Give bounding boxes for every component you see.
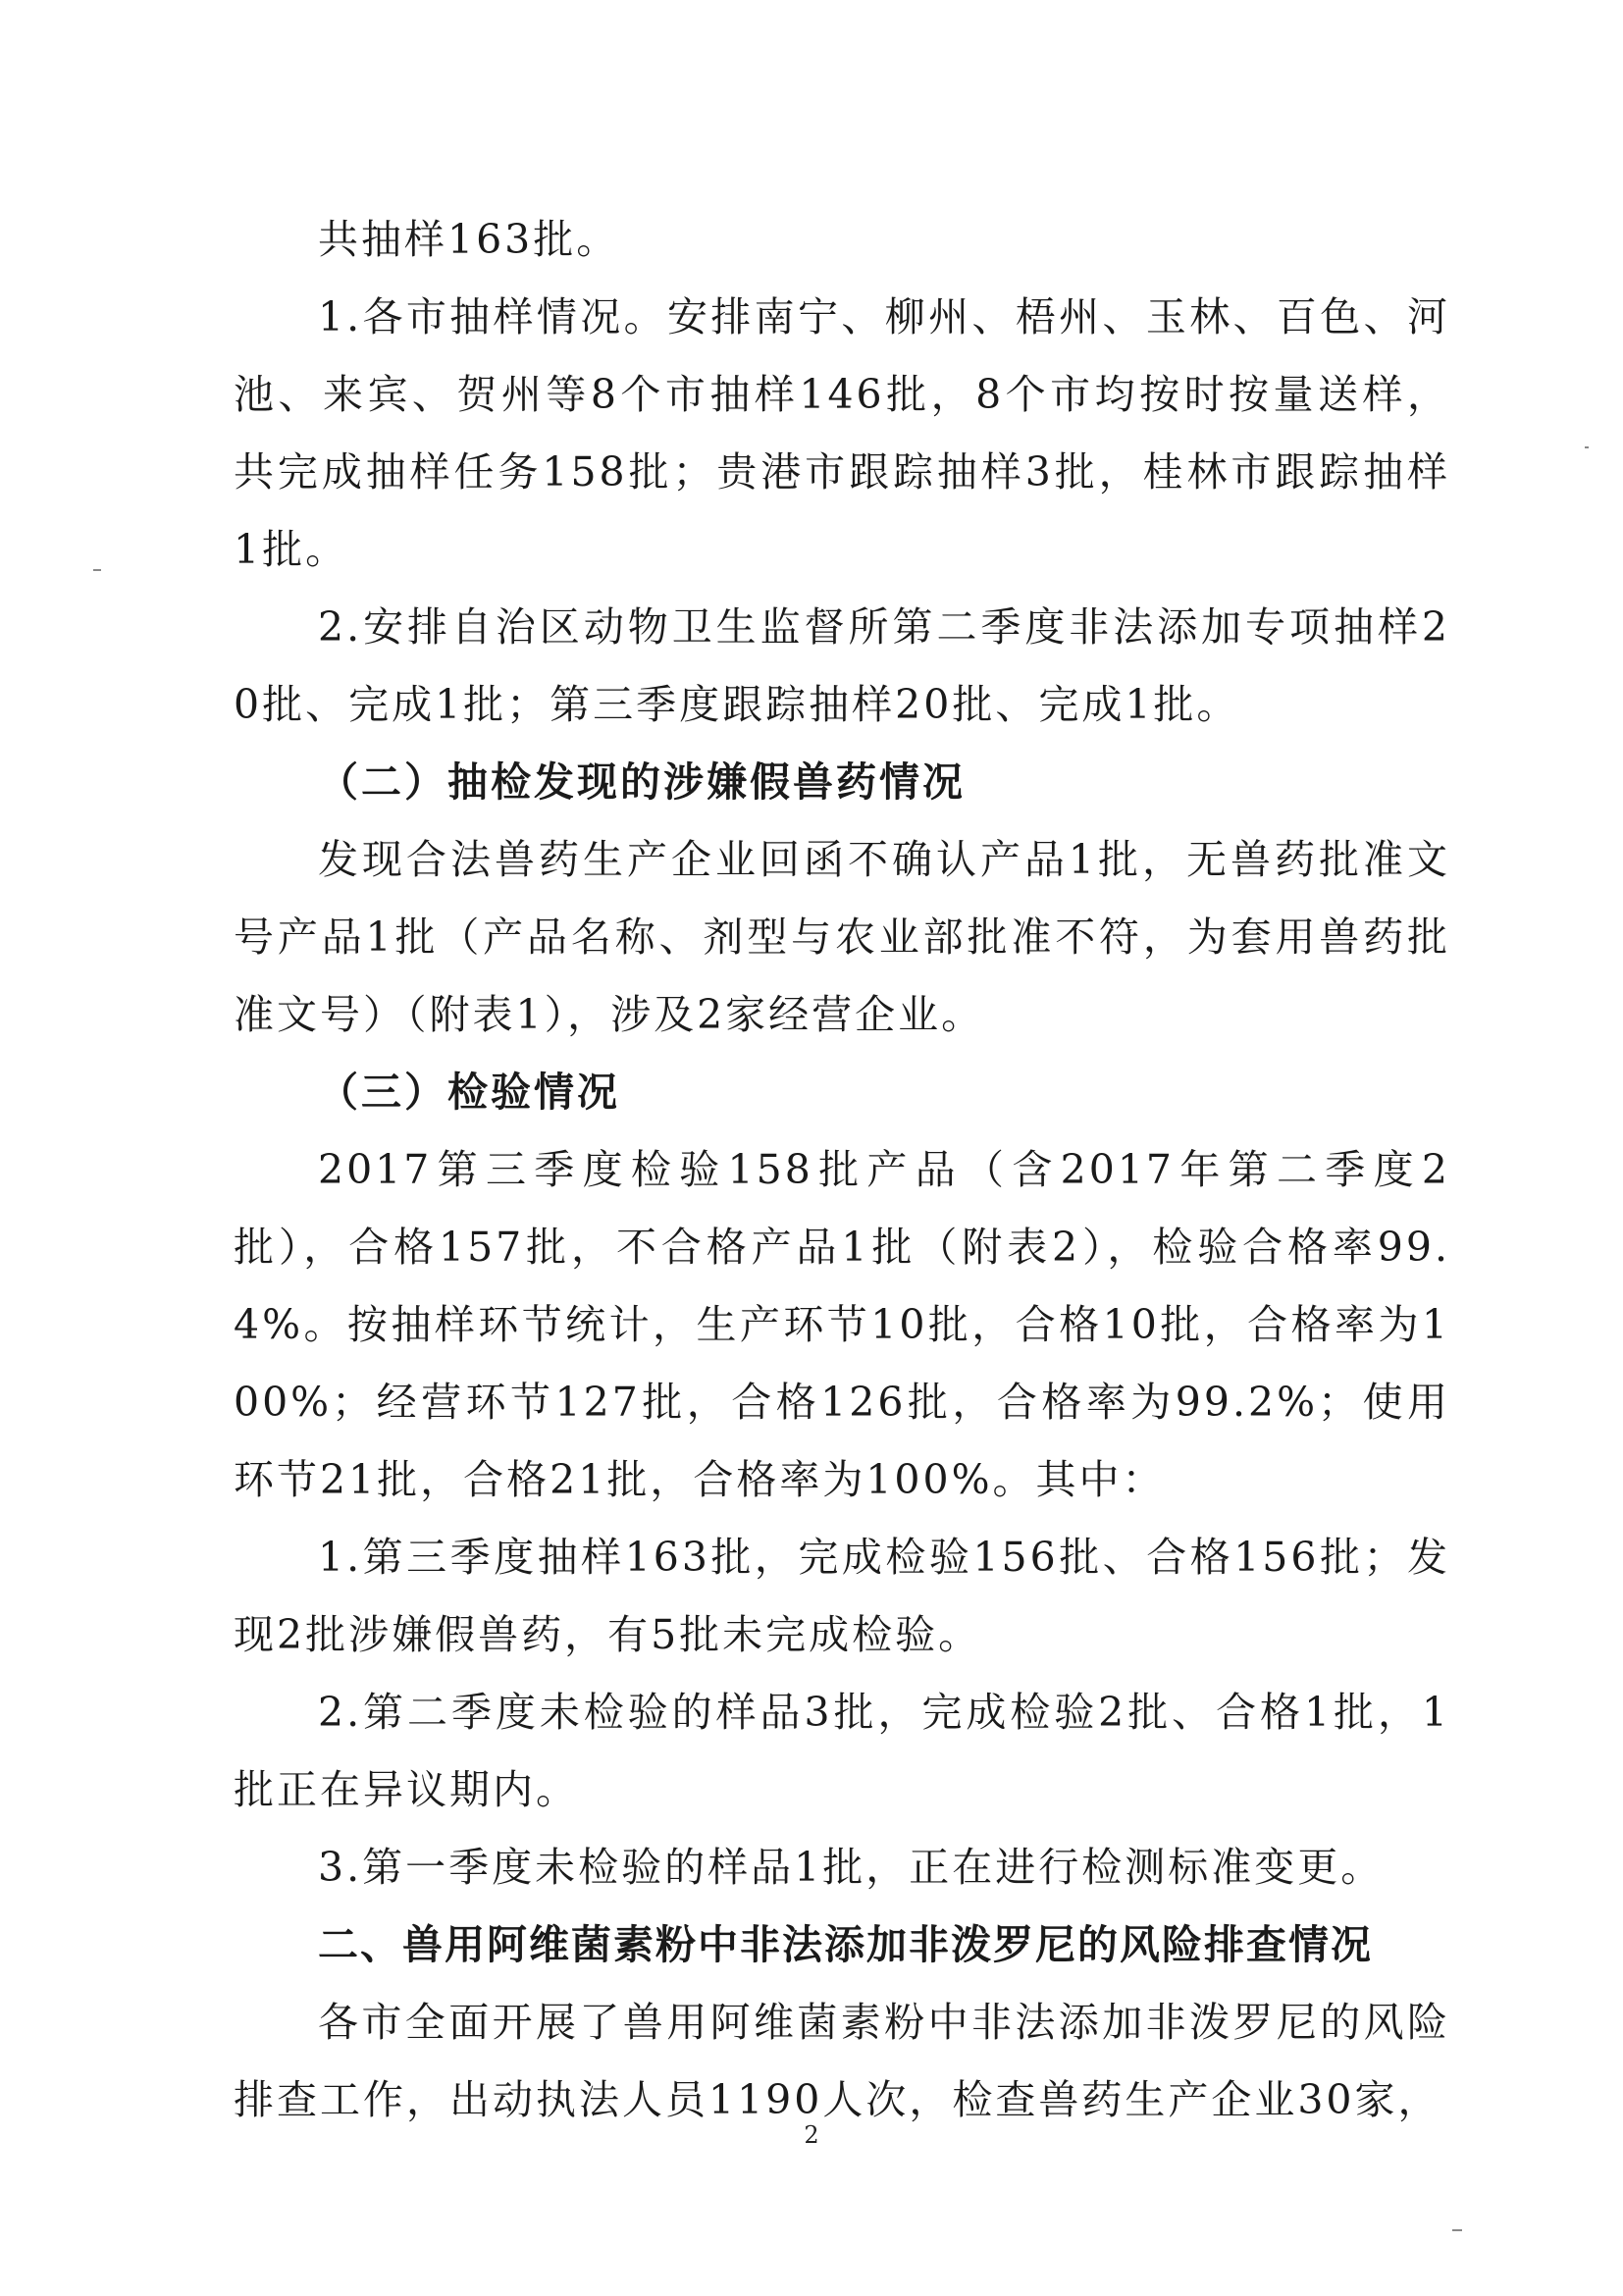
paragraph-q2-inspection: 2.第二季度未检验的样品3批，完成检验2批、合格1批，1批正在异议期内。 (234, 1689, 1450, 1813)
scan-speck (93, 569, 101, 571)
paragraph-autonomous-region-sampling: 2.安排自治区动物卫生监督所第二季度非法添加专项抽样20批、完成1批；第三季度跟踪抽样20批、完成1批。 (234, 603, 1450, 728)
paragraph-suspected-fake-drugs: 发现合法兽药生产企业回函不确认产品1批，无兽药批准文号产品1批（产品名称、剂型与农业部批准不符，为套用兽药批准文号）（附表1），涉及2家经营企业。 (234, 836, 1450, 1038)
page-number: 2 (804, 2121, 819, 2149)
section-heading-inspection: （三）检验情况 (318, 1069, 620, 1116)
paragraph-q1-inspection: 3.第一季度未检验的样品1批，正在进行检测标准变更。 (318, 1844, 1385, 1891)
scan-speck (1452, 2229, 1462, 2231)
paragraph-q3-inspection: 1.第三季度抽样163批，完成检验156批、合格156批；发现2批涉嫌假兽药，有5批未完成检验。 (234, 1534, 1450, 1658)
paragraph-city-sampling: 1.各市抽样情况。安排南宁、柳州、梧州、玉林、百色、河池、来宾、贺州等8个市抽样146批，8个市均按时按量送样，共完成抽样任务158批；贵港市跟踪抽样3批，桂林市跟踪抽样1批。 (234, 293, 1450, 573)
section-heading-suspected-fake-drugs: （二）抽检发现的涉嫌假兽药情况 (318, 758, 966, 806)
document-body (234, 201, 1450, 2139)
scan-speck (1585, 446, 1589, 448)
paragraph-risk-check: 各市全面开展了兽用阿维菌素粉中非法添加非泼罗尼的风险排查工作，出动执法人员1190人次，检查兽药生产企业30家， (234, 1999, 1450, 2123)
paragraph-inspection-summary: 2017第三季度检验158批产品（含2017年第二季度2批），合格157批，不合格产品1批（附表2），检验合格率99.4%。按抽样环节统计，生产环节10批，合格10批，合格率为100%；经营环节127批，合格126批，合格率为99.2%；使用环节21批，合格21批，合格率为100%。其中： (234, 1146, 1450, 1503)
paragraph-sampling-total: 共抽样163批。 (318, 216, 620, 263)
section-heading-risk-check: 二、兽用阿维菌素粉中非法添加非泼罗尼的风险排查情况 (318, 1921, 1373, 1968)
